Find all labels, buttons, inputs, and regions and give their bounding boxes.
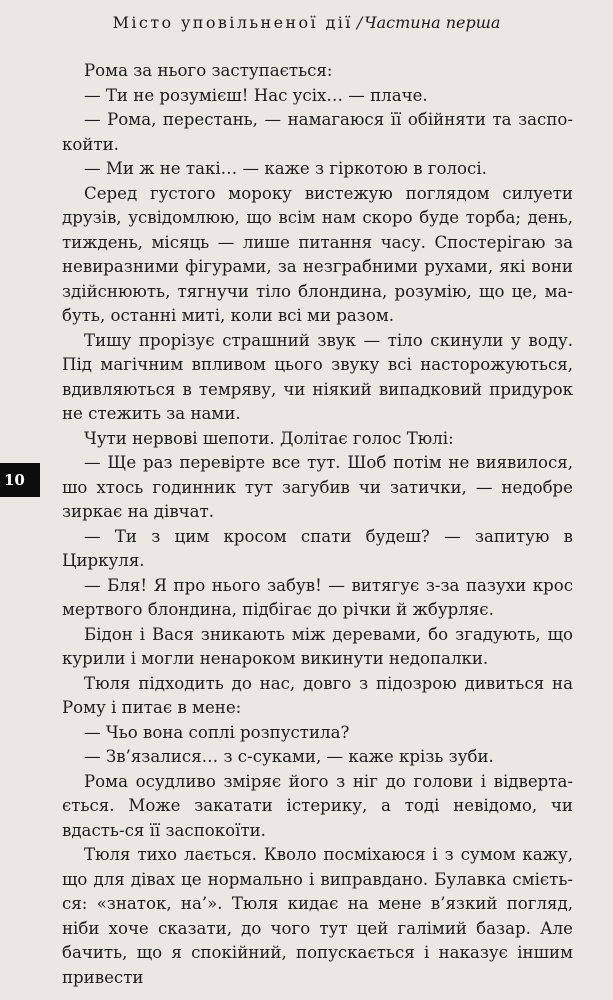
paragraph: Бідон і Вася зникають між деревами, бо згадують, що курили і могли ненароком викинути недопалки. (62, 624, 573, 668)
page-number-tab: 10 (0, 463, 40, 497)
paragraph: Тюля підходить до нас, довго з підозрою дивиться на Рому і питає в мене: (62, 673, 573, 717)
paragraph: — Ми ж не такі… — каже з гіркотою в голосі. (84, 159, 487, 178)
paragraph: Серед густого мороку вистежую поглядом силуети друзів, усвідомлюю, що всім нам скоро буде торба; день, тиждень, місяць — лише питання часу. Спостерігаю за невиразними фігурами, за незграбними рухами, які вони здійснюють, тягнучи тіло блондина, розумію, що це, ма-буть, останні миті, коли всі ми разом. (62, 183, 573, 325)
paragraph: Тюля тихо лається. Кволо посміхаюся і з сумом кажу, що для дівах це нормально і виправдано. Булавка смієть-ся: «знаток, на’». Тюля кидає на мене в’язкий погляд, ніби хоче сказати, до чого тут цей галімий базар. Але бачить, що я спокійний, попускається і наказує іншим привести (62, 845, 573, 987)
paragraph: — Зв’язалися… з с-суками, — каже крізь зуби. (84, 747, 494, 766)
paragraph: — Ти не розумієш! Нас усіх… — плаче. (84, 85, 428, 105)
book-title: Місто уповільненої дії (112, 13, 353, 32)
running-head (0, 12, 613, 34)
running-head-separator: / (356, 13, 363, 32)
paragraph: Рома за нього заступається: (84, 61, 333, 80)
paragraph: Рома осудливо зміряє його з ніг до голови і відверта-ється. Може закатати істерику, а тоді невідомо, чи вдасть-ся її заспокоїти. (62, 771, 573, 840)
paragraph: — Ти з цим кросом спати будеш? — запитую в Циркуля. (62, 526, 573, 570)
paragraph: Тишу прорізує страшний звук — тіло скинули у воду. Під магічним впливом цього звуку всі насторожуються, вдивляються в темряву, чи ніякий випадковий придурок не стежить за нами. (62, 330, 573, 423)
body-text (62, 59, 573, 990)
paragraph: — Чьо вона соплі розпустила? (84, 722, 350, 742)
part-title: Частина перша (364, 13, 501, 32)
paragraph: Чути нервові шепоти. Долітає голос Тюлі: (84, 428, 454, 448)
paragraph: — Бля! Я про нього забув! — витягує з-за пазухи крос мертвого блондина, підбігає до річки й жбурляє. (62, 575, 573, 619)
paragraph: — Ще раз перевірте все тут. Шоб потім не виявилося, шо хтось годинник тут загубив чи затички, — недобре зиркає на дівчат. (62, 453, 573, 521)
paragraph: — Рома, перестань, — намагаюся її обійняти та заспо-койти. (62, 110, 573, 154)
